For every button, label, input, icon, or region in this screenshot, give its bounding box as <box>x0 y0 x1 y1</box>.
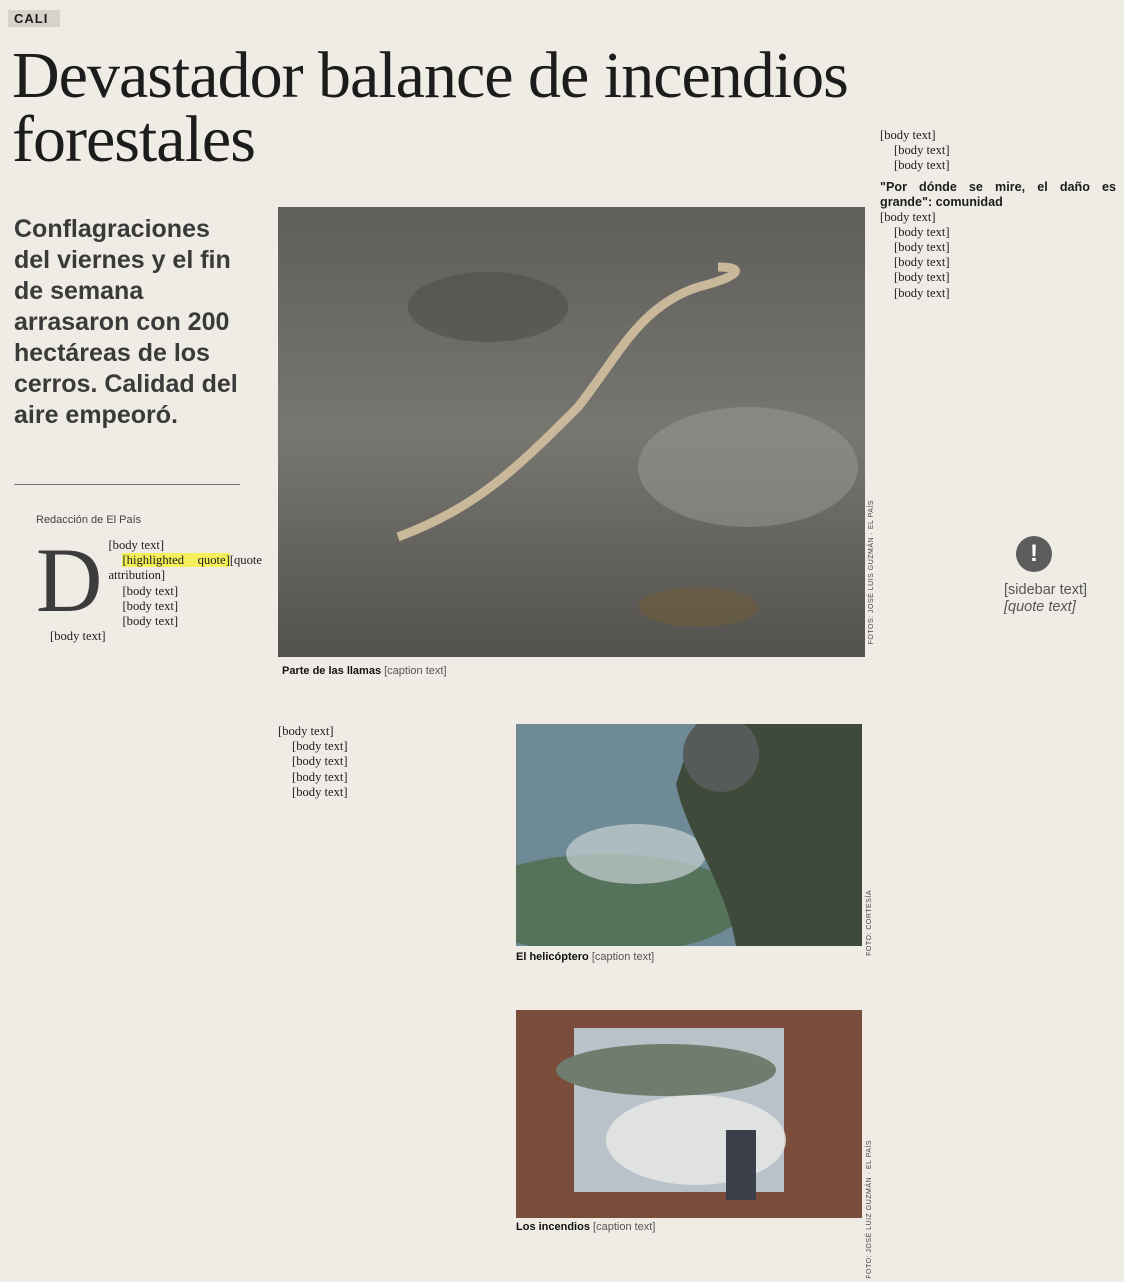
paragraph: [body text] <box>880 209 936 224</box>
caption-text: [caption text] <box>591 951 655 963</box>
main-photo <box>278 207 865 657</box>
paragraph: [body text] <box>894 285 950 300</box>
column-1 <box>36 529 262 644</box>
paragraph: [body text] <box>292 739 348 754</box>
paragraph: [body text] <box>894 224 950 239</box>
subhead: "Por dónde se mire, el daño es grande": comunidad <box>880 179 1116 209</box>
highlighted-quote: [highlighted quote] <box>122 553 230 568</box>
section-tag: CALI <box>8 10 60 27</box>
main-photo-caption <box>282 664 862 679</box>
paragraph: [body text] <box>894 143 950 158</box>
deck-rule <box>14 484 240 485</box>
window-photo-caption <box>516 1220 862 1235</box>
window-photo-credit: FOTO: JOSÉ LUIZ GUZMÁN · EL PAÍS <box>866 1140 873 1279</box>
caption-text: [caption text] <box>593 1221 656 1233</box>
paragraph: [body text] <box>894 255 950 270</box>
paragraph: [body text] <box>894 240 950 255</box>
paragraph: [body text] <box>50 629 106 644</box>
paragraph: [body text] <box>894 158 950 173</box>
helicopter-photo-credit: FOTO: CORTESÍA <box>866 890 873 956</box>
caption-lead: Parte de las llamas <box>282 665 382 677</box>
window-photo <box>516 1010 862 1218</box>
column-3 <box>880 128 1116 301</box>
paragraph: [body text] <box>292 754 348 769</box>
dropcap: D <box>36 529 103 631</box>
paragraph: [body text] <box>122 583 179 598</box>
deck: Conflagraciones del viernes y el fin de semana arrasaron con 200 hectáreas de los cerros. Calidad del aire empeoró. <box>14 215 238 429</box>
main-photo-credit: FOTOS: JOSÉ LUIS GUZMÁN · EL PAÍS <box>868 500 875 645</box>
exclamation-icon: ! <box>1016 536 1052 572</box>
caption-lead: Los incendios <box>516 1221 590 1233</box>
paragraph: [body text] <box>278 724 334 738</box>
paragraph: [body text] <box>292 769 348 784</box>
column-2 <box>278 724 500 800</box>
paragraph: [body text] <box>122 614 179 629</box>
sidebar-note <box>1004 582 1114 615</box>
caption-text: [caption text] <box>384 665 447 677</box>
caption-lead: El helicóptero <box>516 951 589 963</box>
sidebar-text: [sidebar text] <box>1004 582 1088 598</box>
paragraph: [body text] <box>894 270 950 285</box>
byline: Redacción de El País <box>36 514 142 526</box>
helicopter-photo <box>516 724 862 946</box>
paragraph: [body text] <box>292 784 348 799</box>
helicopter-photo-caption <box>516 950 862 965</box>
headline: Devastador balance de incendios forestales <box>12 39 848 176</box>
paragraph: [body text] <box>880 128 936 142</box>
paragraph: [body text] <box>122 598 179 613</box>
paragraph: [body text] <box>108 538 165 552</box>
sidebar-quote: [quote text] <box>1004 598 1076 615</box>
quote-attribution: [quote attribution] <box>108 553 262 583</box>
